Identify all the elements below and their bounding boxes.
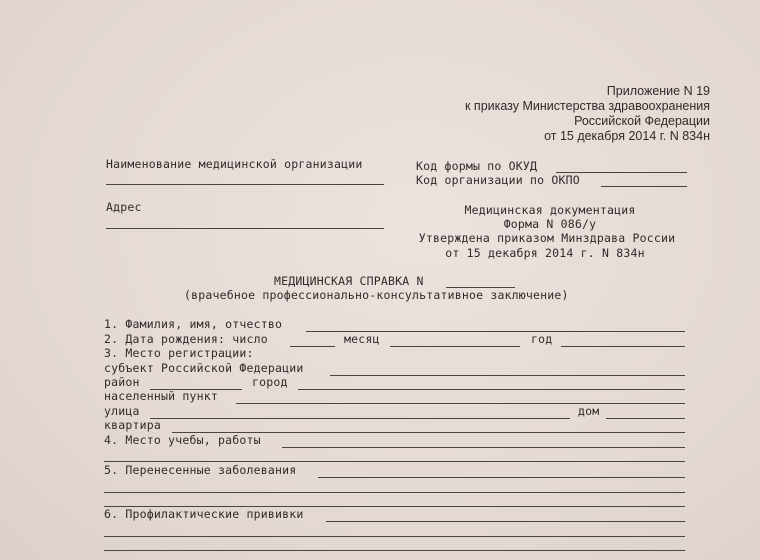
- diseases-label: 5. Перенесенные заболевания: [104, 463, 297, 477]
- vaccines-label: 6. Профилактические прививки: [104, 507, 304, 521]
- birth-month-line[interactable]: [390, 346, 520, 347]
- appendix-line-1: Приложение N 19: [606, 84, 710, 98]
- study-line[interactable]: [282, 447, 685, 448]
- locality-label: населенный пункт: [104, 389, 218, 403]
- okpo-line[interactable]: [601, 186, 687, 187]
- study-label: 4. Место учебы, работы: [104, 433, 261, 447]
- vaccines-line-2[interactable]: [104, 536, 685, 537]
- subject-line[interactable]: [330, 375, 685, 376]
- birth-month-label: месяц: [344, 332, 380, 346]
- appendix-line-4: от 15 декабря 2014 г. N 834н: [544, 129, 710, 143]
- org-name-label: Наименование медицинской организации: [106, 157, 363, 171]
- registration-label: 3. Место регистрации:: [104, 346, 254, 360]
- okpo-label: Код организации по ОКПО: [416, 173, 580, 187]
- locality-line[interactable]: [236, 403, 685, 404]
- address-line[interactable]: [106, 228, 384, 229]
- street-label: улица: [104, 404, 140, 418]
- org-name-line[interactable]: [106, 184, 384, 185]
- city-label: город: [252, 375, 288, 389]
- meddoc-line-1: Медицинская документация: [464, 203, 636, 217]
- certificate-title: МЕДИЦИНСКАЯ СПРАВКА N: [274, 274, 424, 288]
- study-line-2[interactable]: [104, 461, 685, 462]
- vaccines-line-3[interactable]: [104, 550, 685, 551]
- birth-year-line[interactable]: [561, 346, 685, 347]
- birth-year-label: год: [531, 332, 553, 346]
- house-line[interactable]: [606, 418, 685, 419]
- birth-label: 2. Дата рождения: число: [104, 332, 268, 346]
- appendix-line-2: к приказу Министерства здравоохранения: [464, 99, 710, 113]
- subject-label: субъект Российской Федерации: [104, 361, 304, 375]
- meddoc-line-3: Утверждена приказом Минздрава России: [418, 231, 676, 245]
- meddoc-line-4: от 15 декабря 2014 г. N 834н: [445, 246, 645, 260]
- fio-label: 1. Фамилия, имя, отчество: [104, 317, 283, 331]
- certificate-subtitle: (врачебное профессионально-консультативное заключение): [184, 288, 569, 302]
- address-label: Адрес: [106, 200, 142, 214]
- vaccines-line[interactable]: [326, 521, 685, 522]
- diseases-line[interactable]: [318, 477, 685, 478]
- diseases-line-2[interactable]: [104, 492, 685, 493]
- meddoc-line-2: Форма N 086/у: [503, 217, 597, 231]
- street-line[interactable]: [150, 418, 570, 419]
- apartment-label: квартира: [104, 418, 161, 432]
- district-label: район: [104, 375, 140, 389]
- city-line[interactable]: [298, 389, 685, 390]
- okud-label: Код формы по ОКУД: [416, 159, 538, 173]
- birth-day-line[interactable]: [290, 346, 335, 347]
- appendix-line-3: Российской Федерации: [574, 114, 710, 128]
- house-label: дом: [578, 404, 600, 418]
